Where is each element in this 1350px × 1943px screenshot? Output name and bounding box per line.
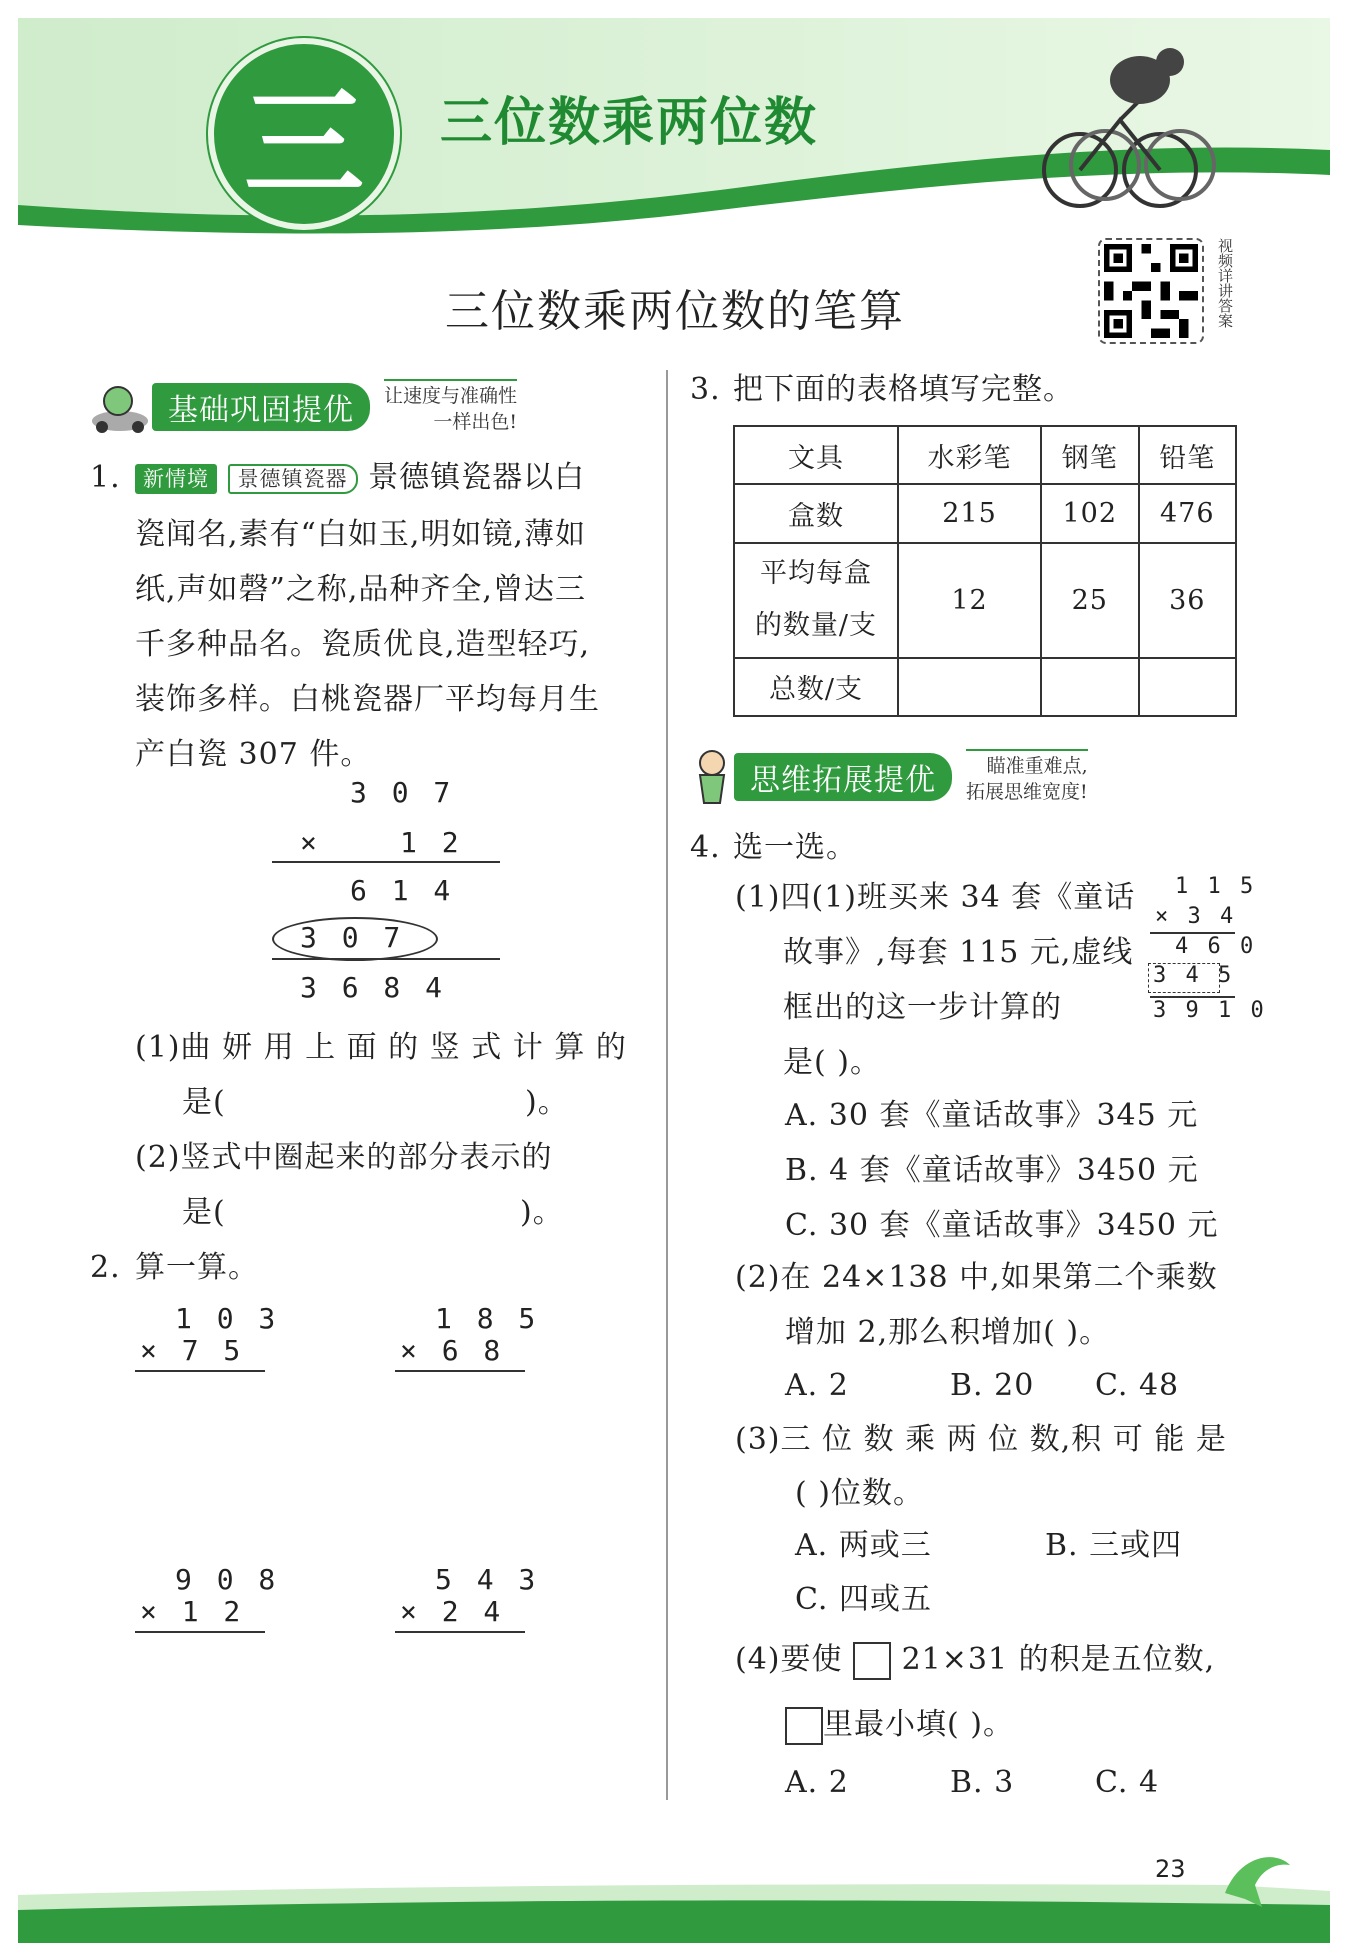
q1-first-line [135, 450, 585, 505]
q1-sub1-line2: 是( [182, 1085, 226, 1120]
qr-code-icon [1104, 244, 1198, 338]
table-cell: 102 [1041, 484, 1139, 542]
q4-p3-option-b[interactable]: B. 三或四 [1045, 1528, 1183, 1563]
q4-p4-answer-box-2[interactable] [785, 1707, 823, 1745]
q1-text-line: 纸,声如磬”之称,品种齐全,曾达三 [135, 572, 586, 607]
table-cell: 25 [1041, 543, 1139, 658]
column-divider [666, 370, 668, 1800]
q2-problem-3-work-area[interactable] [135, 1640, 395, 1820]
q4-p4-mid: 21×31 的积是五位数, [901, 1642, 1216, 1677]
q4-p1-calc-b: × 3 4 [1155, 904, 1237, 929]
q2-problem-1-top: 1 0 3 [175, 1302, 280, 1335]
q4-p1-option-c[interactable]: C. 30 套《童话故事》3450 元 [785, 1208, 1219, 1243]
table-answer-cell[interactable] [1139, 658, 1237, 716]
table-header-cell: 文具 [734, 426, 898, 484]
q4-p4-option-c[interactable]: C. 4 [1095, 1765, 1160, 1800]
q4-p4-line1 [735, 1632, 1215, 1687]
q4-p3-option-c[interactable]: C. 四或五 [795, 1582, 932, 1617]
q1-calc-row2: 1 2 [400, 826, 463, 859]
q2-problem-1-work-area[interactable] [135, 1380, 395, 1560]
q1-sub1-line1: (1)曲 妍 用 上 面 的 竖 式 计 算 的 [135, 1030, 627, 1065]
chapter-numeral: 三 [244, 75, 364, 214]
section-thinking-label: 思维拓展提优 [734, 753, 952, 801]
section-basic-label: 基础巩固提优 [152, 383, 370, 431]
q1-sub2-answer-blank[interactable] [230, 1195, 510, 1235]
q4-p3-line: (3)三 位 数 乘 两 位 数,积 可 能 是 [735, 1422, 1227, 1457]
q2-problem-3-line [135, 1631, 265, 1633]
table-header-cell: 水彩笔 [898, 426, 1041, 484]
qr-label: 视频详讲答案 [1216, 238, 1234, 328]
q3-text: 把下面的表格填写完整。 [733, 372, 1074, 407]
table-cell: 12 [898, 543, 1041, 658]
q2-problem-2-work-area[interactable] [395, 1380, 655, 1560]
mascot-girl-icon [690, 747, 734, 807]
q1-calc-partial2: 3 0 7 [300, 921, 405, 954]
q4-p2-option-b[interactable]: B. 20 [950, 1368, 1035, 1403]
q4-p2-line: 增加 2,那么积增加( )。 [785, 1315, 1111, 1350]
section-thinking-note-1: 瞄准重难点, [986, 755, 1088, 777]
q4-p4-option-b[interactable]: B. 3 [950, 1765, 1015, 1800]
table-header-cell: 钢笔 [1041, 426, 1139, 484]
section-basic-header [88, 385, 518, 433]
table-row-label [734, 543, 898, 658]
q4-number: 4. [690, 830, 721, 865]
table-cell: 215 [898, 484, 1041, 542]
q1-sub2-line2: 是( [182, 1195, 226, 1230]
q1-number: 1. [90, 460, 121, 495]
qr-code[interactable] [1098, 238, 1204, 344]
section-basic-note-1: 让速度与准确性 [384, 385, 518, 407]
q2-number: 2. [90, 1250, 121, 1285]
table-header-cell: 铅笔 [1139, 426, 1237, 484]
q4-p4-line2-text: 里最小填( )。 [823, 1707, 1014, 1742]
section-thinking-note-2: 拓展思维宽度! [966, 781, 1088, 803]
q4-p4-answer-box[interactable] [853, 1642, 891, 1680]
q2-problem-2-line [395, 1370, 525, 1372]
q4-p1-line: 是( )。 [783, 1045, 881, 1080]
q1-text-line: 景德镇瓷器以白 [368, 460, 586, 495]
mascot-car-icon [88, 377, 152, 437]
q2-text: 算一算。 [135, 1250, 259, 1285]
q1-calc-partial1: 6 1 4 [350, 874, 455, 907]
tag-topic: 景德镇瓷器 [228, 464, 358, 494]
tag-new-context: 新情境 [135, 464, 217, 494]
page-number: 23 [1155, 1855, 1186, 1883]
q2-problem-3-bottom: × 1 2 [140, 1595, 245, 1628]
q1-text-line: 产白瓷 307 件。 [135, 737, 372, 772]
table-cell: 476 [1139, 484, 1237, 542]
q4-p2-option-c[interactable]: C. 48 [1095, 1368, 1180, 1403]
table-cell: 36 [1139, 543, 1237, 658]
q1-sub2-answer-close: )。 [520, 1195, 564, 1230]
q4-p1-line: 故事》,每套 115 元,虚线 [783, 935, 1134, 970]
table-row-label-line: 平均每盒 [760, 558, 872, 590]
q4-p1-option-b[interactable]: B. 4 套《童话故事》3450 元 [785, 1153, 1199, 1188]
chapter-title: 三位数乘两位数 [440, 93, 819, 153]
q1-sub2-line1: (2)竖式中圈起来的部分表示的 [135, 1140, 553, 1175]
table-answer-cell[interactable] [1041, 658, 1139, 716]
q2-problem-3-top: 9 0 8 [175, 1563, 280, 1596]
q4-p1-line: 框出的这一步计算的 [783, 990, 1062, 1025]
q2-problem-2-bottom: × 6 8 [400, 1334, 505, 1367]
q3-number: 3. [690, 372, 721, 407]
q1-calc-times: × [300, 826, 318, 859]
table-row-label: 总数/支 [734, 658, 898, 716]
q4-p3-line: ( )位数。 [795, 1476, 924, 1511]
q4-p1-calc-e: 3 9 1 0 [1153, 998, 1267, 1023]
q1-sub1-answer-blank[interactable] [230, 1085, 510, 1125]
q4-p1-calc-d: 3 4 5 [1153, 963, 1235, 988]
q4-p4-line2 [785, 1697, 1014, 1752]
section-thinking-header [690, 755, 1088, 803]
table-row-label: 盒数 [734, 484, 898, 542]
q2-problem-2-top: 1 8 5 [435, 1302, 540, 1335]
q4-p1-line: (1)四(1)班买来 34 套《童话 [735, 880, 1136, 915]
q1-text-line: 千多种品名。瓷质优良,造型轻巧, [135, 627, 591, 662]
q4-p1-calc-a: 1 1 5 [1175, 874, 1257, 899]
section-basic-note-2: 一样出色! [433, 411, 518, 433]
q4-text: 选一选。 [733, 830, 857, 865]
q2-problem-4-line [395, 1631, 525, 1633]
q1-calc-result: 3 6 8 4 [300, 971, 447, 1004]
q4-p2-option-a[interactable]: A. 2 [785, 1368, 849, 1403]
q1-calc-row1: 3 0 7 [350, 776, 455, 809]
q2-problem-4-bottom: × 2 4 [400, 1595, 505, 1628]
q4-p1-option-a[interactable]: A. 30 套《童话故事》345 元 [785, 1098, 1199, 1133]
q1-text-line: 装饰多样。白桃瓷器厂平均每月生 [135, 682, 600, 717]
stationery-table [733, 425, 1237, 717]
q2-problem-1-bottom: × 7 5 [140, 1334, 245, 1367]
q2-problem-1-line [135, 1370, 265, 1372]
q1-text-line: 瓷闻名,素有“白如玉,明如镜,薄如 [135, 517, 586, 552]
q4-p1-calc-c: 4 6 0 [1175, 934, 1257, 959]
table-row-label-line: 的数量/支 [754, 610, 878, 642]
q4-p4-option-a[interactable]: A. 2 [785, 1765, 849, 1800]
q2-problem-4-work-area[interactable] [395, 1640, 655, 1820]
q2-problem-4-top: 5 4 3 [435, 1563, 540, 1596]
q1-sub1-answer-close: )。 [525, 1085, 569, 1120]
table-answer-cell[interactable] [898, 658, 1041, 716]
q4-p3-option-a[interactable]: A. 两或三 [795, 1528, 932, 1563]
q4-p2-line: (2)在 24×138 中,如果第二个乘数 [735, 1260, 1218, 1295]
footer-band [0, 1855, 1350, 1943]
q4-p4-pre: (4)要使 [735, 1642, 843, 1677]
lesson-title: 三位数乘两位数的笔算 [445, 286, 905, 337]
